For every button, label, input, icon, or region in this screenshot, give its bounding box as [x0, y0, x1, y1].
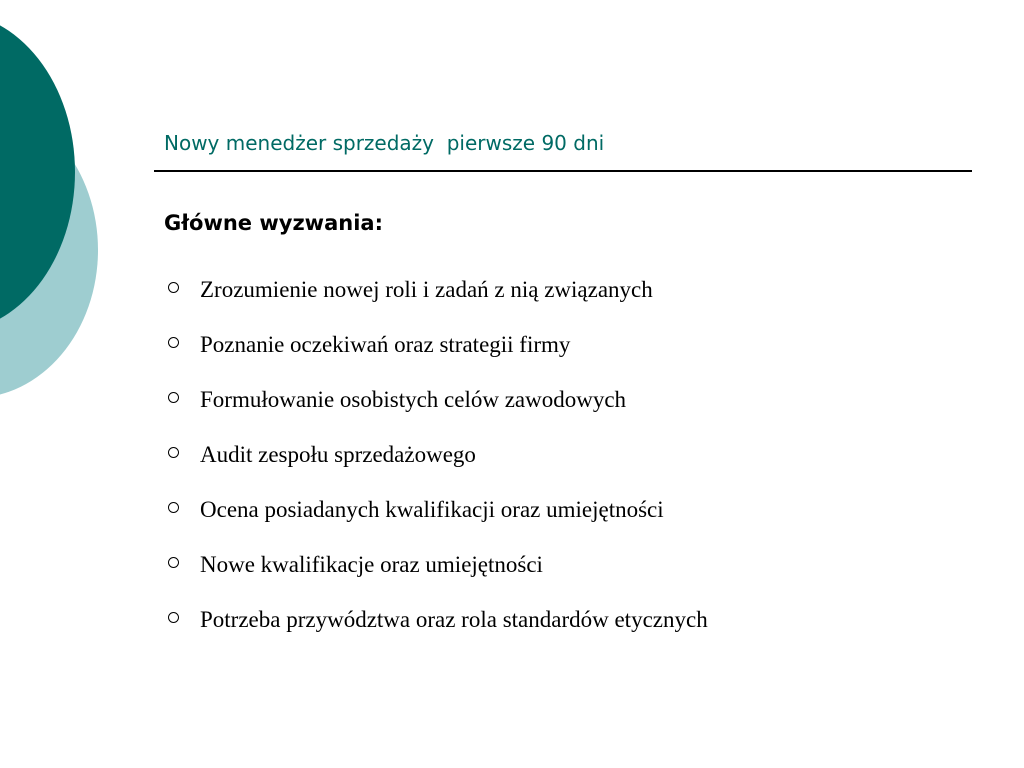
circle-bullet-icon — [168, 282, 179, 293]
bullet-text: Nowe kwalifikacje oraz umiejętności — [200, 551, 543, 577]
bullet-text: Formułowanie osobistych celów zawodowych — [200, 386, 627, 412]
bullet-text: Potrzeba przywództwa oraz rola standardów etycznych — [200, 606, 708, 632]
circle-bullet-icon — [168, 392, 179, 403]
bullet-item — [166, 317, 708, 372]
circle-bullet-icon — [168, 447, 179, 458]
circle-bullet-icon — [168, 337, 179, 348]
bullet-item — [166, 262, 708, 317]
bullet-item — [166, 482, 708, 537]
circle-bullet-icon — [168, 557, 179, 568]
bullet-item — [166, 592, 708, 647]
bullet-item — [166, 537, 708, 592]
circle-bullet-icon — [168, 502, 179, 513]
circle-bullet-icon — [168, 612, 179, 623]
bullet-text: Audit zespołu sprzedażowego — [200, 441, 476, 467]
title-divider — [154, 170, 972, 172]
content-heading: Główne wyzwania: — [164, 211, 383, 235]
bullet-text: Poznanie oczekiwań oraz strategii firmy — [200, 331, 571, 357]
bullet-item — [166, 372, 708, 427]
slide-title: Nowy menedżer sprzedaży pierwsze 90 dni — [164, 131, 605, 155]
bullet-list — [166, 262, 708, 647]
bullet-text: Zrozumienie nowej roli i zadań z nią związanych — [200, 276, 653, 302]
bullet-text: Ocena posiadanych kwalifikacji oraz umiejętności — [200, 496, 664, 522]
bullet-item — [166, 427, 708, 482]
